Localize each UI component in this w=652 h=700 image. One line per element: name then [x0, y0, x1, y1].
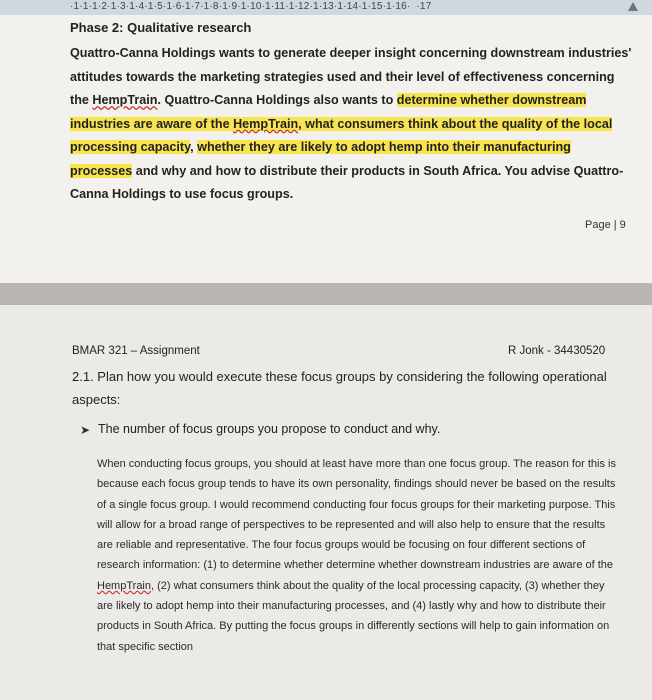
- text-run: , (2) what consumers think about the quality of the local processing capacity, (3) whether they are likely to adopt hemp into their manufacturing processes, and (4) lastly why and how to distribute their products in South Africa. By putting the focus groups in differently sections will help to gain information on that specific section: [97, 579, 610, 653]
- header-student: R Jonk - 34430520: [508, 345, 606, 357]
- text-run: Quattro-Canna Holdings wants to generate deeper insight concerning downstream industries' attitudes towards the marketing strategies used and their level of effectiveness concerning the: [70, 46, 632, 107]
- highlighted-text: whether they are likely to adopt hemp into their manufacturing processes: [70, 140, 571, 178]
- section-heading: Phase 2: Qualitative research: [70, 20, 252, 35]
- highlighted-text: determine whether downstream industries are aware of the: [70, 93, 587, 131]
- text-run: . Quattro-Canna Holdings also wants to: [157, 93, 397, 107]
- spellcheck-word: HempTrain: [92, 93, 158, 107]
- arrow-bullet-icon: ➤: [80, 423, 91, 437]
- indent-marker-icon[interactable]: [628, 2, 638, 11]
- spellcheck-word: HempTrain: [97, 579, 151, 592]
- page-number: Page | 9: [585, 219, 626, 231]
- text-run: ,: [190, 140, 198, 154]
- header-course: BMAR 321 – Assignment: [72, 345, 200, 357]
- ruler[interactable]: [0, 0, 652, 16]
- text-run: When conducting focus groups, you should at least have more than one focus group. The reason for this is because each focus group tends to have its own personality, findings should never be based on the results of a single focus group. I would recommend conducting four focus groups for their marketing purpose. This will allow for a broad range of perspectives to be represented and will also help to ensure that the results are reliable and representative. The four focus groups would be focusing on four different sections of research information: (1) to determine whether determine whether downstream industries are aware of the: [97, 458, 616, 572]
- spellcheck-word: HempTrain: [233, 116, 299, 131]
- page-1: [0, 15, 652, 283]
- bullet-point: The number of focus groups you propose to conduct and why.: [98, 422, 441, 436]
- question-text: 2.1. Plan how you would execute these focus groups by considering the following operational aspects:: [72, 369, 607, 407]
- case-description: [70, 42, 635, 207]
- page-break-gap: [0, 283, 652, 305]
- text-run: and why and how to distribute their products in South Africa. You advise Quattro-Canna Holdings to use focus groups.: [70, 163, 624, 201]
- answer-paragraph: [97, 454, 617, 657]
- ruler-scale: ·1·1·1·2·1·3·1·4·1·5·1·6·1·7·1·8·1·9·1·10·1·11·1·12·1·13·1·14·1·15·1·16· ·17: [70, 1, 432, 12]
- page-2: [0, 305, 652, 700]
- highlighted-text: , what consumers think about the quality of the local processing capacity: [70, 116, 613, 154]
